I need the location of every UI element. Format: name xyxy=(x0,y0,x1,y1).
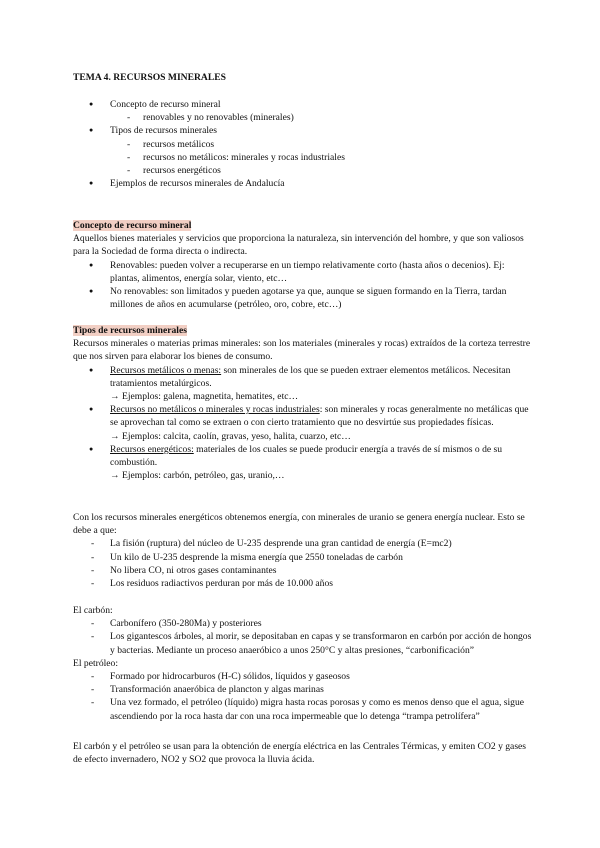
section-intro: Aquellos bienes materiales y servicios que proporciona la naturaleza, sin intervención del hombre, y que son valiosos para la Sociedad de forma directa o indirecta. xyxy=(73,233,524,258)
dash-item: - Una vez formado, el petróleo (líquido) migra hasta rocas porosas y como es menos denso que el agua, sigue ascendiendo por la roca hasta dar con una roca impermeable que lo detenga “trampa petrolífera” xyxy=(73,696,533,722)
index-item: ● Tipos de recursos minerales xyxy=(73,124,533,137)
section-heading: Concepto de recurso mineral xyxy=(73,220,192,231)
section-tipos xyxy=(73,324,533,482)
index-list xyxy=(73,98,533,190)
index-subitem: - recursos metálicos xyxy=(73,138,533,151)
term: Recursos no metálicos o minerales y rocas industriales xyxy=(110,404,320,416)
term: Recursos metálicos o menas: xyxy=(110,364,222,376)
index-item: ● Ejemplos de recursos minerales de Andalucía xyxy=(73,177,533,190)
example-line: → Ejemplos: galena, magnetita, hematites, etc… xyxy=(110,391,299,403)
section-heading: Tipos de recursos minerales xyxy=(73,325,187,336)
term-text: son minerales de los que se pueden extraer elementos metálicos. Necesitan tratamientos metalúrgicos. xyxy=(110,364,511,389)
final-text: El carbón y el petróleo se usan para la obtención de energía eléctrica en las Centrales Térmicas, y emiten CO2 y gases de efecto invernadero, NO2 y SO2 que provoca la lluvia ácida. xyxy=(73,741,527,766)
index-subitem: - renovables y no renovables (minerales) xyxy=(73,111,533,124)
index-subitem: - recursos no metálicos: minerales y rocas industriales xyxy=(73,151,533,164)
index-item: ● Concepto de recurso mineral xyxy=(73,98,533,111)
section-intro: Con los recursos minerales energéticos obtenemos energía, con minerales de uranio se genera energía nuclear. Esto se debe a que: xyxy=(73,512,525,537)
section-intro: Recursos minerales o materias primas minerales: son los materiales (minerales y rocas) extraídos de la corteza terrestre que nos sirven para elaborar los bienes de consumo. xyxy=(73,338,531,363)
section-concepto xyxy=(73,219,533,311)
bullet-item xyxy=(73,443,533,469)
dash-item: - Los gigantescos árboles, al morir, se depositaban en capas y se transformaron en carbón por acción de hongos y bacterias. Mediante un proceso anaeróbico a unos 250°C y altas presiones, “carbonificación” xyxy=(73,630,533,656)
dash-item: - Formado por hidrocarburos (H-C) sólidos, líquidos y gaseosos xyxy=(73,670,533,683)
bullet-item xyxy=(73,403,533,429)
dash-item: - La fisión (ruptura) del núcleo de U-235 desprende una gran cantidad de energía (E=mc2) xyxy=(73,537,533,550)
bullet-item: ● Renovables: pueden volver a recuperarse en un tiempo relativamente corto (hasta años o decenios). Ej: plantas, alimentos, energía solar, viento, etc… xyxy=(73,259,533,285)
final-paragraph xyxy=(73,740,533,766)
petroleo-heading: El petróleo: xyxy=(73,657,119,669)
term-text: : son minerales y rocas generalmente no metálicas que se aprovechan tal como se extraen o con cierto tratamiento que no desvirtúe sus propiedades físicas. xyxy=(110,404,529,429)
section-energia xyxy=(73,511,533,590)
dash-item: - Transformación anaeróbica de plancton y algas marinas xyxy=(73,683,533,696)
index-subitem: - recursos energéticos xyxy=(73,164,533,177)
dash-item: - Los residuos radiactivos perduran por más de 10.000 años xyxy=(73,577,533,590)
example-line: → Ejemplos: carbón, petróleo, gas, uranio,… xyxy=(110,470,285,482)
carbon-heading: El carbón: xyxy=(73,605,113,616)
example-line: → Ejemplos: calcita, caolín, gravas, yeso, halita, cuarzo, etc… xyxy=(110,430,351,442)
dash-item: - No libera CO, ni otros gases contaminantes xyxy=(73,564,533,577)
bullet-item xyxy=(73,364,533,390)
section-carbon-petroleo xyxy=(73,604,533,723)
dash-item: - Un kilo de U-235 desprende la misma energía que 2550 toneladas de carbón xyxy=(73,551,533,564)
term: Recursos energéticos: xyxy=(110,443,194,455)
bullet-item: ● No renovables: son limitados y pueden agotarse ya que, aunque se siguen formando en la Tierra, tardan millones de años en acumularse (petróleo, oro, cobre, etc…) xyxy=(73,285,533,311)
term-text: materiales de los cuales se puede producir energía a través de sí mismos o de su combustión. xyxy=(110,443,503,469)
dash-item: - Carbonífero (350-280Ma) y posteriores xyxy=(73,617,533,630)
document-title: TEMA 4. RECURSOS MINERALES xyxy=(73,72,226,83)
